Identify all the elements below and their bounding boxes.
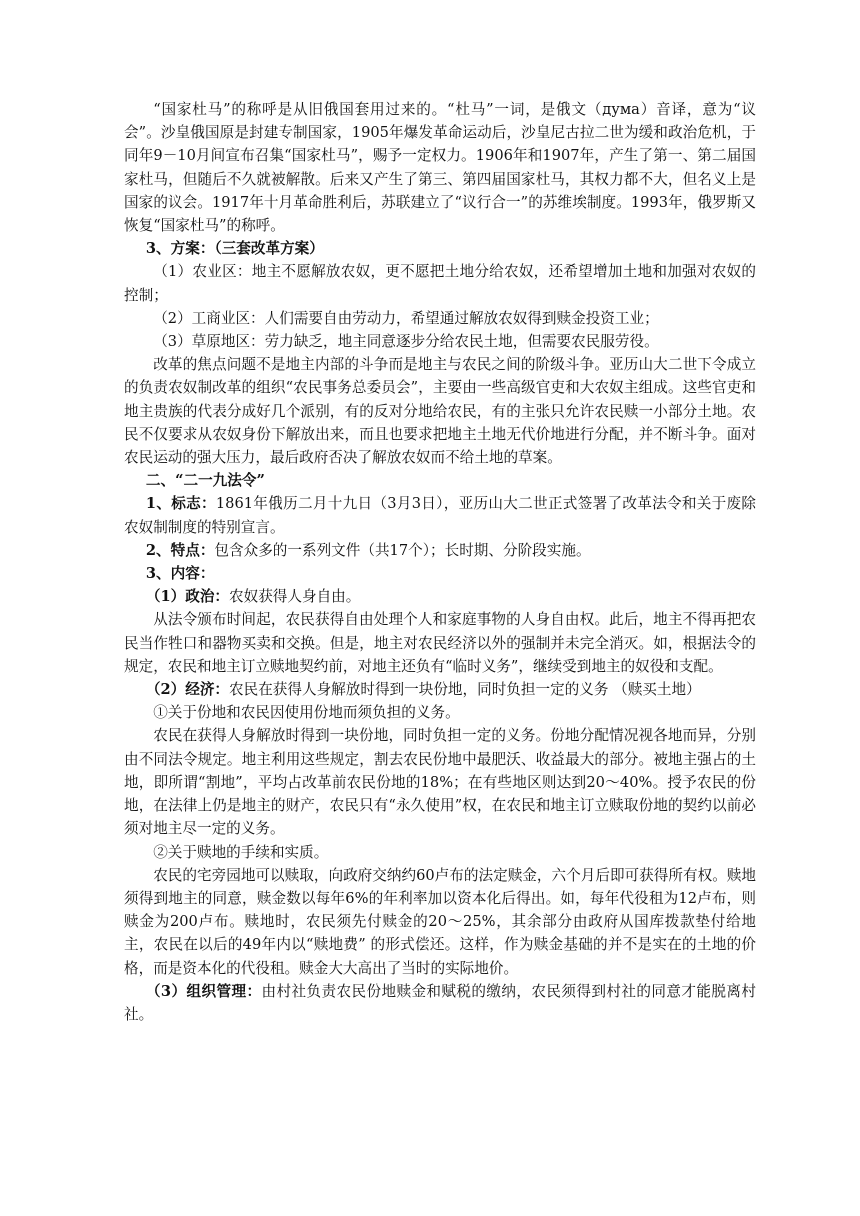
plan-heading-text: 3、方案：（三套改革方案） — [145, 240, 324, 258]
allotment-paragraph: 农民在获得人身解放时得到一块份地，同时负担一定的义务。份地分配情况视各地而异，分别由不同法令规定。地主利用这些规定，割去农民份地中最肥沃、收益最大的部分。被地主强占的土地，即所谓“割地”，平均占改革前农民份地的18%；在有些地区则达到20～40%。授予农民的份地，在法律上仍是地主的财产，农民只有“永久使用”权，在农民和地主订立赎取份地的契约以前必须对地主尽一定的义务。 — [124, 727, 756, 838]
sign-text: 1861年俄历二月十九日（3月3日），亚历山大二世正式签署了改革法令和关于废除农奴制制度的特别宣言。 — [124, 495, 756, 536]
politics-paragraph — [124, 585, 756, 608]
organization-text: 由村社负责农民份地赎金和赋税的缴纳，农民须得到村社的同意才能脱离村社。 — [124, 982, 756, 1023]
plan-item-2: （2）工商业区：人们需要自由劳动力，希望通过解放农奴得到赎金投资工业； — [153, 309, 659, 327]
organization-paragraph — [124, 980, 756, 1026]
economy-paragraph — [124, 678, 756, 701]
redemption-paragraph: 农民的宅旁园地可以赎取，向政府交纳约60卢布的法定赎金，六个月后即可获得所有权。赎地须得到地主的同意，赎金数以每年6%的年利率加以资本化后得出。如，每年代役租为12卢布，则赎金为200卢布。赎地时，农民须先付赎金的20～25%，其余部分由政府从国库拨款垫付给地主，农民在以后的49年内以“赎地费” 的形式偿还。这样，作为赎金基础的并不是实在的土地的价格，而是资本化的代役租。赎金大大高出了当时的实际地价。 — [124, 866, 756, 977]
duma-paragraph: “国家杜马”的称呼是从旧俄国套用过来的。“杜马”一词，是俄文（дума）音译，意为“议会”。沙皇俄国原是封建专制国家，1905年爆发革命运动后，沙皇尼古拉二世为缓和政治危机，于同年9－10月间宣布召集“国家杜马”，赐予一定权力。1906年和1907年，产生了第一、第二届国家杜马，但随后不久就被解散。后来又产生了第三、第四届国家杜马，其权力都不大，但名义上是国家的议会。1917年十月革命胜利后，苏联建立了“议行合一”的苏维埃制度。1993年，俄罗斯又恢复“国家杜马”的称呼。 — [124, 101, 756, 235]
feature-label: 2、特点： — [145, 541, 215, 559]
politics-detail-paragraph: 从法令颁布时间起，农民获得自由处理个人和家庭事物的人身自由权。此后，地主不得再把农民当作牲口和器物买卖和交换。但是，地主对农民经济以外的强制并未完全消灭。如，根据法令的规定，农民和地主订立赎地契约前，对地主还负有“临时义务”，继续受到地主的奴役和支配。 — [124, 611, 756, 675]
redemption-subheading: ②关于赎地的手续和实质。 — [153, 843, 329, 861]
section-heading-text: 二、“二一九法令” — [145, 472, 265, 490]
content-heading-text: 3、内容： — [145, 565, 215, 583]
feature-text: 包含众多的一系列文件（共17个）；长时期、分阶段实施。 — [214, 541, 591, 559]
document-page — [124, 98, 756, 1026]
organization-label: （3）组织管理： — [145, 982, 262, 1000]
politics-label: （1）政治： — [145, 588, 230, 606]
section-heading — [124, 469, 756, 492]
allotment-subheading: ①关于份地和农民因使用份地而须负担的义务。 — [153, 704, 460, 722]
sign-label: 1、标志： — [145, 495, 216, 513]
plan-item-3: （3）草原地区：劳力缺乏，地主同意逐步分给农民土地，但需要农民服劳役。 — [153, 333, 659, 351]
focus-paragraph: 改革的焦点问题不是地主内部的斗争而是地主与农民之间的阶级斗争。亚历山大二世下令成立的负责农奴制改革的组织“农民事务总委员会”，主要由一些高级官吏和大农奴主组成。这些官吏和地主贵族的代表分成好几个派别，有的反对分地给农民，有的主张只允许农民赎一小部分土地。农民不仅要求从农奴身份下解放出来，而且也要求把地主土地无代价地进行分配，并不断斗争。面对农民运动的强大压力，最后政府否决了解放农奴而不给土地的草案。 — [124, 356, 756, 467]
content-heading — [124, 562, 756, 585]
politics-text: 农奴获得人身自由。 — [229, 588, 361, 606]
economy-label: （2）经济： — [145, 681, 230, 699]
feature-paragraph — [124, 539, 756, 562]
sign-paragraph — [124, 492, 756, 538]
plan-heading — [124, 237, 756, 260]
economy-text: 农民在获得人身解放时得到一块份地，同时负担一定的义务 （赎买土地） — [229, 681, 701, 699]
plan-item-1: （1）农业区：地主不愿解放农奴，更不愿把土地分给农奴，还希望增加土地和加强对农奴的控制； — [124, 263, 756, 304]
